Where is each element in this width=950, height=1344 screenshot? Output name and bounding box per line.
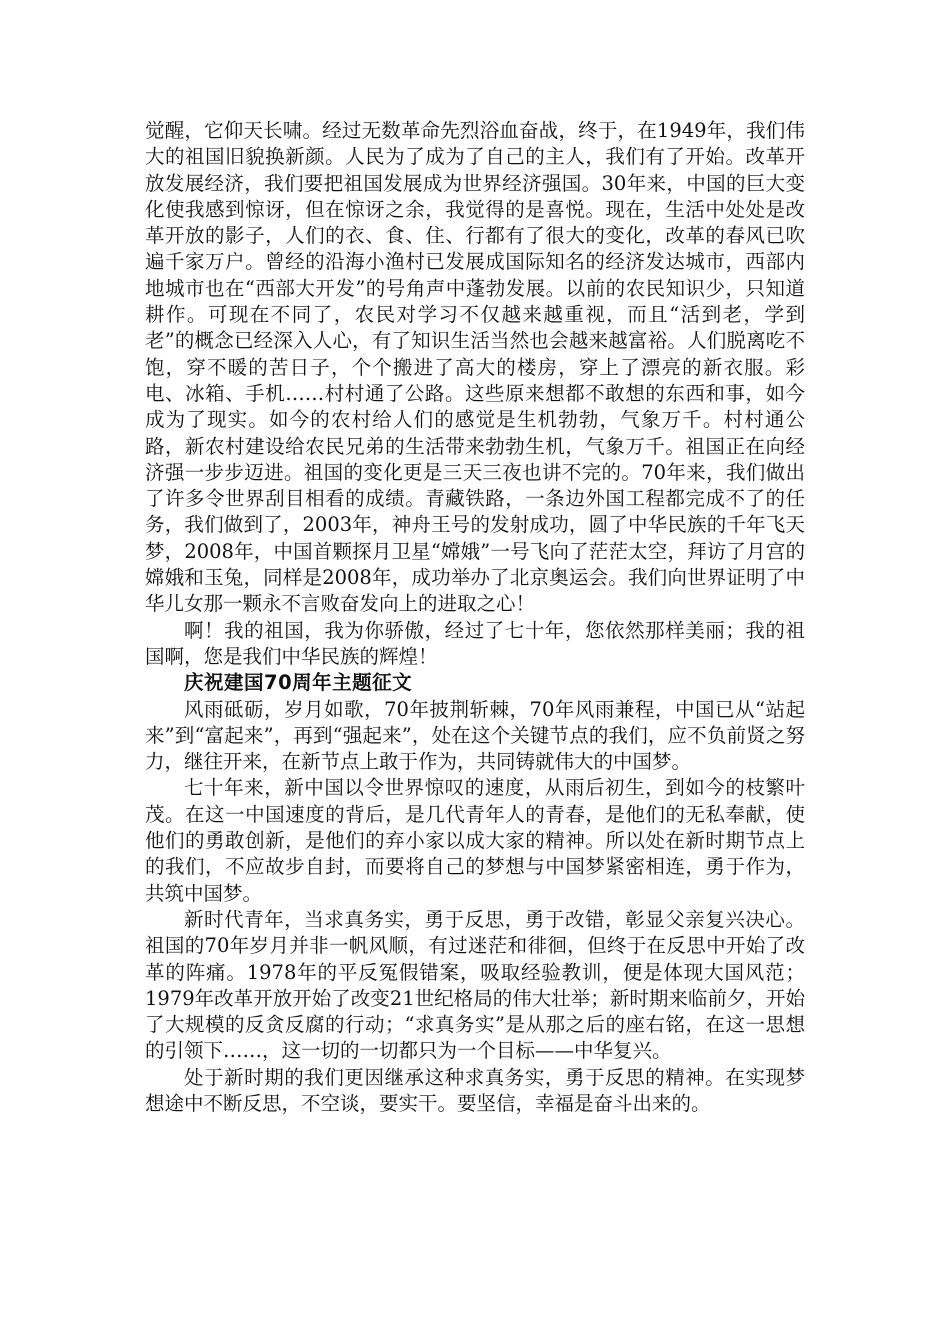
paragraph-new-era-youth: 新时代青年，当求真务实，勇于反思，勇于改错，彰显父亲复兴决心。祖国的70年岁月并非一帆风顺，有过迷茫和徘徊，但终于在反思中开始了改革的阵痛。1978年的平反冤假错案，吸取经验教训，便是体现大国风范；1979年改革开放开始了改变21世纪格局的伟大壮举；新时期来临前夕，开始了大规模的反贪反腐的行动；“求真务实”是从那之后的座右铭，在这一思想的引领下……，这一切的一切都只为一个目标——中华复兴。 [145,907,805,1063]
paragraph-motherland-pride: 啊！我的祖国，我为你骄傲，经过了七十年，您依然那样美丽；我的祖国啊，您是我们中华民族的辉煌！ [145,618,805,668]
paragraph-seventy-years: 七十年来，新中国以令世界惊叹的速度，从雨后初生，到如今的枝繁叶茂。在这一中国速度的背后，是几代青年人的青春，是他们的无私奉献，使他们的勇敢创新，是他们的弃小家以成大家的精神。所以处在新时期节点上的我们，不应故步自封，而要将自己的梦想与中国梦紧密相连，勇于作为，共筑中国梦。 [145,776,805,905]
document-page [145,118,805,1117]
paragraph-continuation: 觉醒，它仰天长啸。经过无数革命先烈浴血奋战，终于，在1949年，我们伟大的祖国旧貌换新颜。人民为了成为了自己的主人，我们有了开始。改革开放发展经济，我们要把祖国发展成为世界经济强国。30年来，中国的巨大变化使我感到惊讶，但在惊讶之余，我觉得的是喜悦。现在，生活中处处是改革开放的影子，人们的衣、食、住、行都有了很大的变化，改革的春风已吹遍千家万户。曾经的沿海小渔村已发展成国际知名的经济发达城市，西部内地城市也在“西部大开发”的号角声中蓬勃发展。以前的农民知识少，只知道耕作。可现在不同了，农民对学习不仅越来越重视，而且“活到老，学到老”的概念已经深入人心，有了知识生活当然也会越来越富裕。人们脱离吃不饱，穿不暖的苦日子，个个搬进了高大的楼房，穿上了漂亮的新衣服。彩电、冰箱、手机……村村通了公路。这些原来想都不敢想的东西和事，如今成为了现实。如今的农村给人们的感觉是生机勃勃，气象万千。村村通公路，新农村建设给农民兄弟的生活带来勃勃生机，气象万千。祖国正在向经济强一步步迈进。祖国的变化更是三天三夜也讲不完的。70年来，我们做出了许多令世界刮目相看的成绩。青藏铁路，一条边外国工程都完成不了的任务，我们做到了，2003年，神舟王号的发射成功，圆了中华民族的千年飞天梦，2008年，中国首颗探月卫星“嫦娥”一号飞向了茫茫太空，拜访了月宫的嫦娥和玉兔，同样是2008年，成功举办了北京奥运会。我们向世界证明了中华儿女那一颗永不言败奋发向上的进取之心！ [145,119,805,616]
paragraph-conclusion: 处于新时期的我们更因继承这种求真务实，勇于反思的精神。在实现梦想途中不断反思，不空谈，要实干。要坚信，幸福是奋斗出来的。 [145,1065,805,1115]
essay-title: 庆祝建国70周年主题征文 [184,671,413,695]
paragraph-intro: 风雨砥砺，岁月如歌，70年披荆斩棘，70年风雨兼程，中国已从“站起来”到“富起来”，再到“强起来”，处在这个关键节点的我们，应不负前贤之努力，继往开来，在新节点上敢于作为，共同铸就伟大的中国梦。 [145,697,805,774]
